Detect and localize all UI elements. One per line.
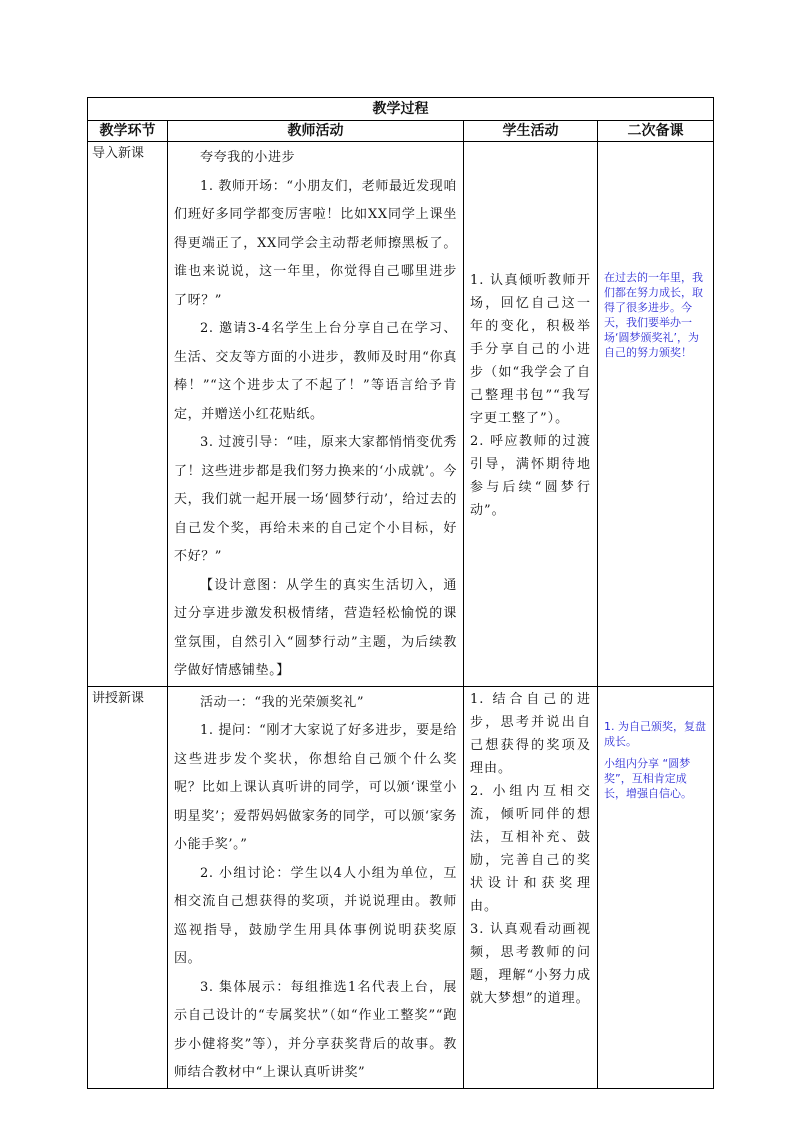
teacher-step: 3. 集体展示：每组推选1名代表上台，展示自己设计的“专属奖状”（如“作业工整奖”“跑步小健将奖”等），并分享获奖背后的故事。教师结合教材中“上课认真听讲奖” <box>174 979 457 1080</box>
student-step: 1. 认真倾听教师开场，回忆自己这一年的变化，积极举手分享自己的小进步（如“我学会了自己整理书包”“我写字更工整了”）。 <box>470 273 591 426</box>
second-preparation-cell <box>598 686 714 1088</box>
design-intent: 【设计意图：从学生的真实生活切入，通过分享进步激发积极情绪，营造轻松愉悦的课堂氛围，自然引入“圆梦行动”主题，为后续教学做好情感铺垫。】 <box>174 577 457 678</box>
teacher-step: 1. 教师开场：“小朋友们，老师最近发现咱们班好多同学都变厉害啦！比如XX同学上课坐得更端正了，XX同学会主动帮老师擦黑板了。谁也来说说，这一年里，你觉得自己哪里进步了呀？” <box>174 178 457 308</box>
header-second-preparation: 二次备课 <box>598 121 714 142</box>
teacher-step: 2. 小组讨论：学生以4人小组为单位，互相交流自己想获得的奖项，并说说理由。教师巡视指导，鼓励学生用具体事例说明获奖原因。 <box>174 865 457 966</box>
teacher-activity-cell <box>168 142 464 687</box>
header-teacher-activity: 教师活动 <box>168 121 464 142</box>
note-text: 在过去的一年里，我们都在努力成长，取得了很多进步。今天，我们要举办一场‘圆梦颁奖礼’，为自己的努力颁奖！ <box>604 271 703 359</box>
table-row <box>88 686 714 1088</box>
activity-title: 夸夸我的小进步 <box>200 150 296 165</box>
header-student-activity: 学生活动 <box>464 121 598 142</box>
note-text: 小组内分享 “圆梦奖”，互相肯定成长，增强自信心。 <box>604 756 692 800</box>
activity-title: 活动一：“我的光荣颁奖礼” <box>200 694 365 710</box>
stage-cell: 导入新课 <box>88 142 168 687</box>
note-text: 1. 为自己颁奖，复盘成长。 <box>604 719 706 748</box>
table-row <box>88 142 714 687</box>
stage-cell: 讲授新课 <box>88 686 168 1088</box>
student-activity-cell <box>464 142 598 687</box>
teacher-step: 3. 过渡引导：“哇，原来大家都悄悄变优秀了！这些进步都是我们努力换来的‘小成就’。今天，我们就一起开展一场‘圆梦行动’，给过去的自己发个奖，再给未来的自己定个小目标，好不好？” <box>174 435 457 564</box>
table-title: 教学过程 <box>88 98 714 121</box>
student-activity-cell <box>464 686 598 1088</box>
teacher-activity-cell <box>168 686 464 1088</box>
note-spacer <box>604 749 707 756</box>
student-step: 2. 呼应教师的过渡引导，满怀期待地参与后续“圆梦行动”。 <box>470 434 591 518</box>
teacher-step: 1. 提问：“刚才大家说了好多进步，要是给这些进步发个奖状，你想给自己颁个什么奖呢？比如上课认真听讲的同学，可以颁‘课堂小明星奖’；爱帮妈妈做家务的同学，可以颁‘家务小能手奖’。” <box>174 723 457 852</box>
header-stage: 教学环节 <box>88 121 168 142</box>
teaching-process-table <box>87 97 714 1089</box>
student-step: 3. 认真观看动画视频，思考教师的问题，理解“小努力成就大梦想”的道理。 <box>470 921 591 1006</box>
student-step: 1. 结合自己的进步，思考并说出自己想获得的奖项及理由。 <box>470 691 591 776</box>
teacher-step: 2. 邀请3-4名学生上台分享自己在学习、生活、交友等方面的小进步，教师及时用“你真棒！”“这个进步太了不起了！”等语言给予肯定，并赠送小红花贴纸。 <box>174 321 457 422</box>
student-step: 2. 小组内互相交流，倾听同伴的想法，互相补充、鼓励，完善自己的奖状设计和获奖理由。 <box>470 783 591 914</box>
second-preparation-cell <box>598 142 714 687</box>
